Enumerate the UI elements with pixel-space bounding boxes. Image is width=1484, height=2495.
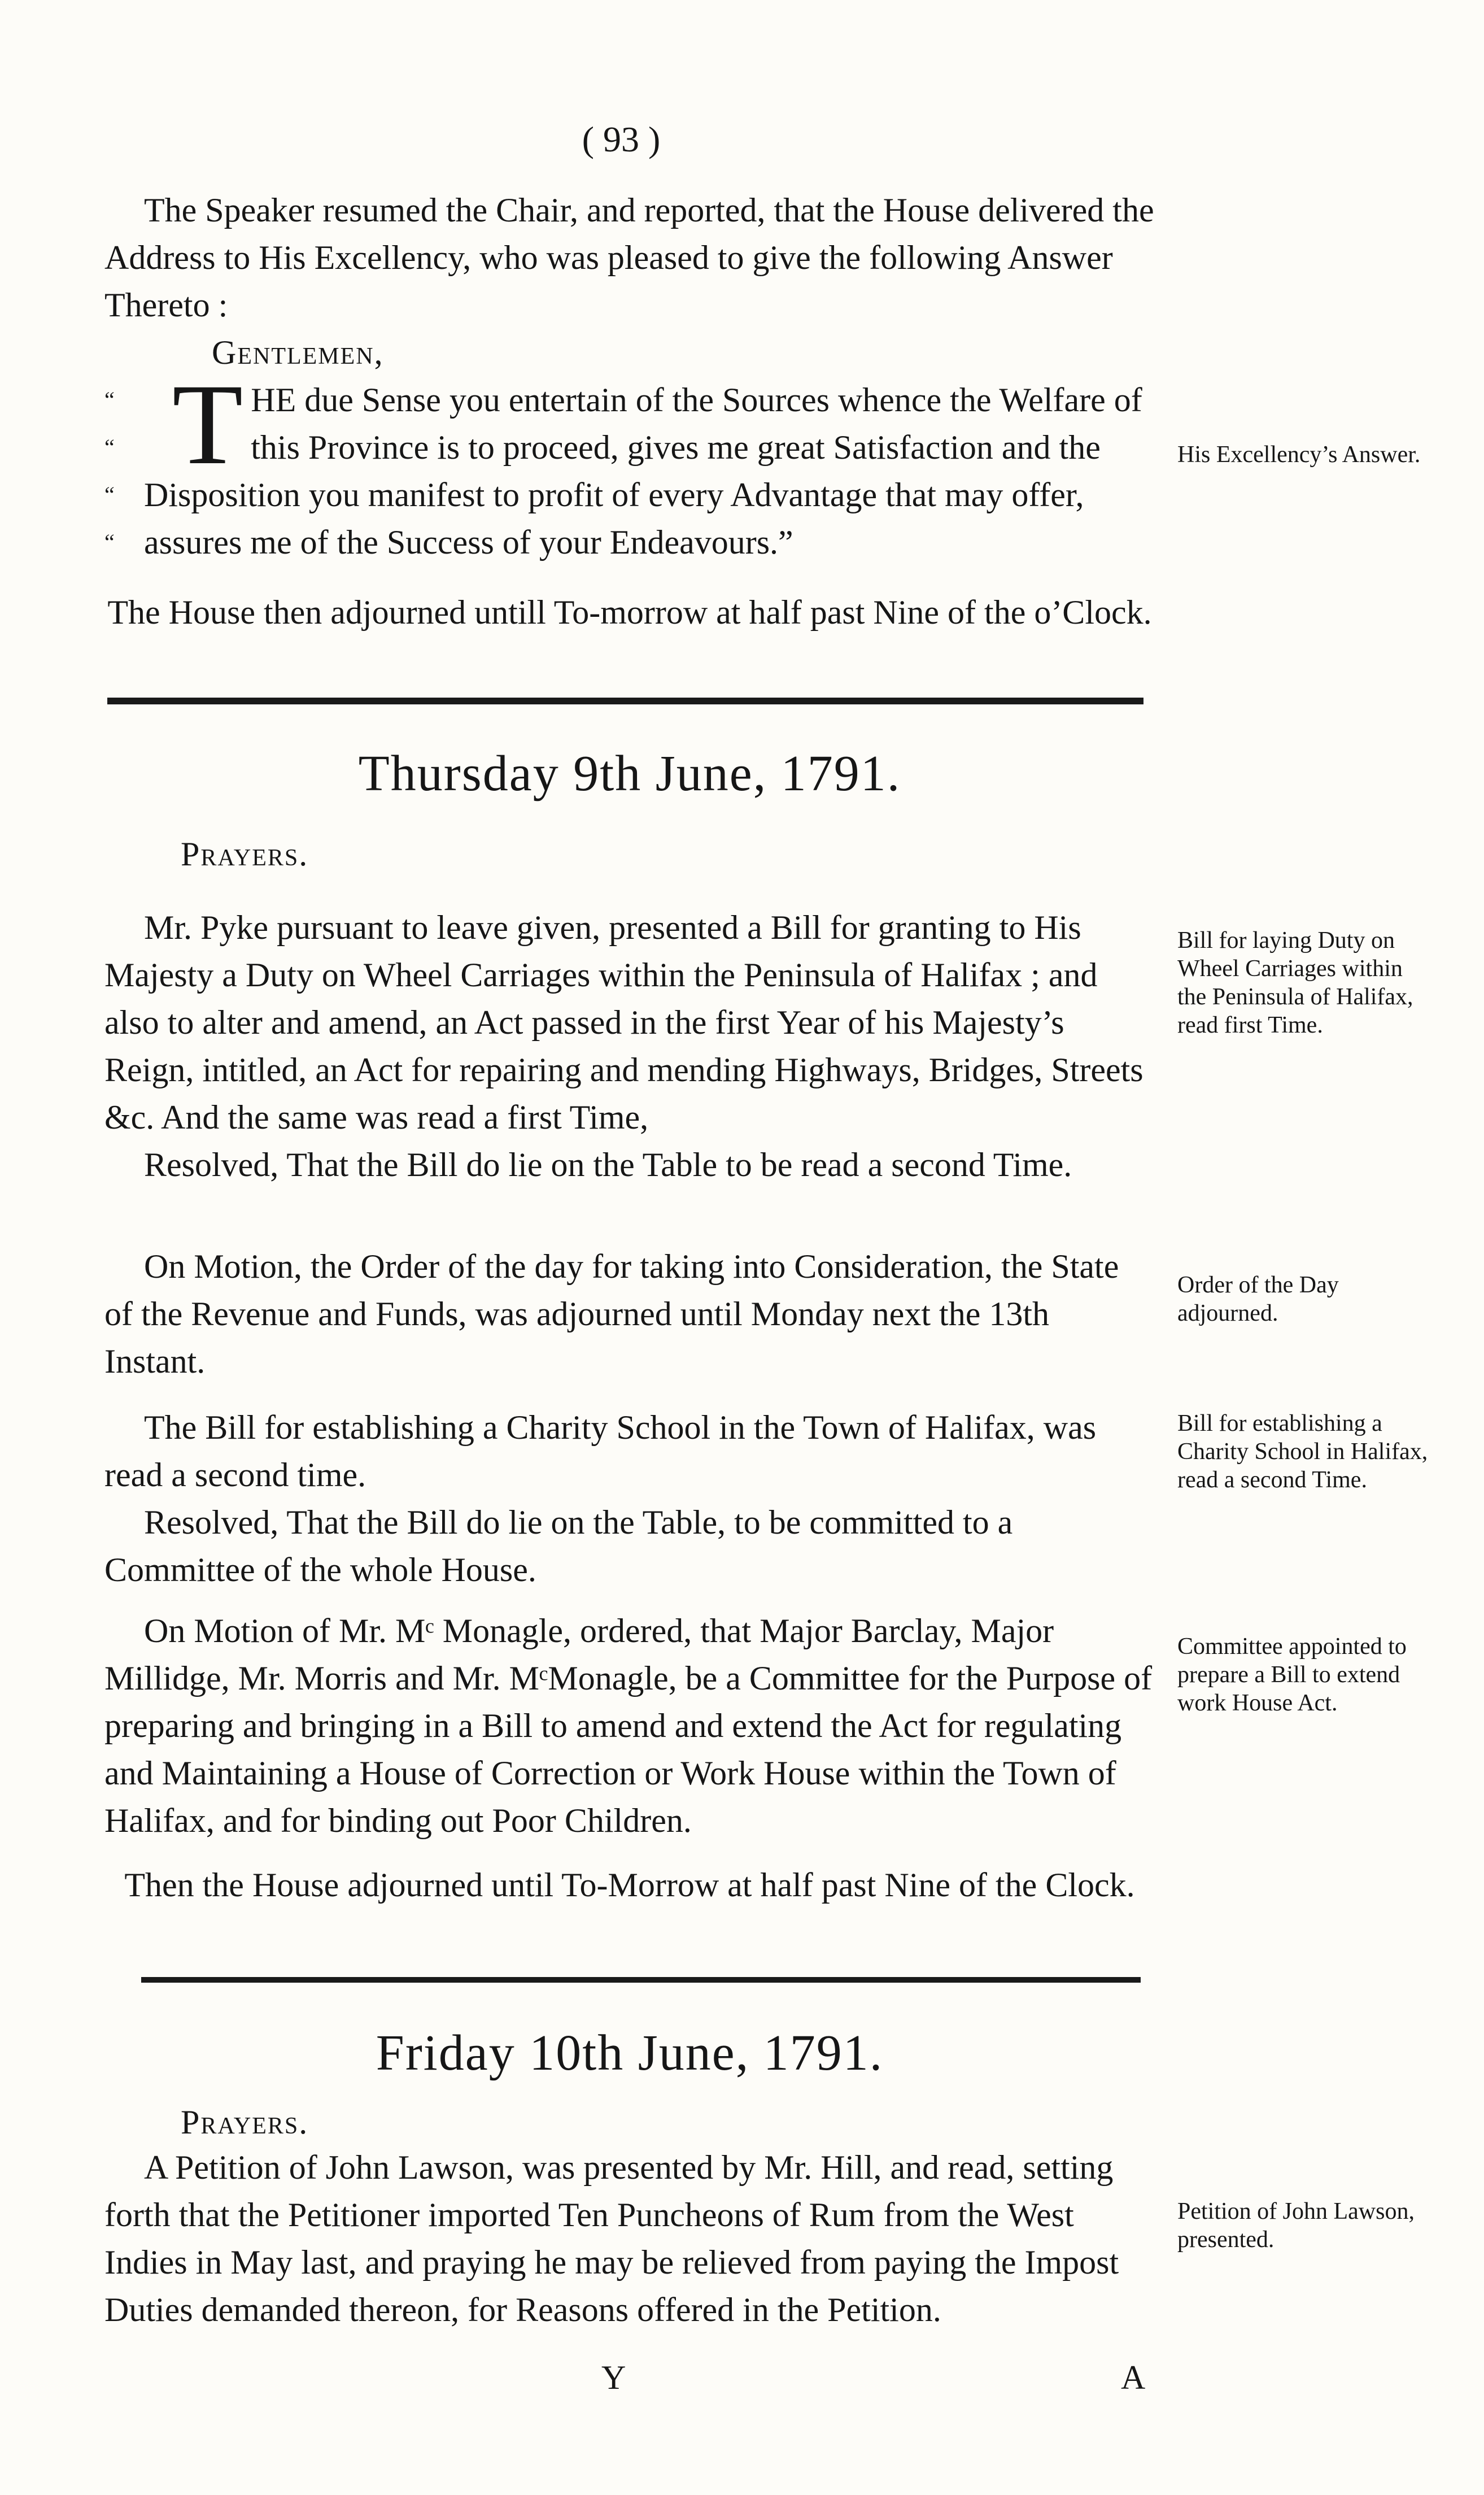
friday-heading: Friday 10th June, 1791. <box>376 2025 884 2081</box>
friday-petition <box>104 2144 1155 2333</box>
page-number: ( 93 ) <box>582 119 661 159</box>
charity-paragraph: The Bill for establishing a Charity School in the Town of Halifax, was read a second time. <box>104 1409 1097 1493</box>
margin-note-petition: Petition of John Lawson, presented. <box>1177 2198 1415 2253</box>
margin-note-order: Order of the Day adjourned. <box>1177 1272 1339 1326</box>
friday-prayers: Prayers. <box>181 2104 309 2141</box>
margin-note-answer: His Excellency’s Answer. <box>1177 442 1421 468</box>
thursday-bill-wheel <box>104 904 1155 1188</box>
adjourn-paragraph: The House then adjourned untill To-morrow at half past Nine of the o’Clock. <box>107 594 1152 631</box>
thursday-committee <box>104 1607 1155 1844</box>
quote-text: THE due Sense you entertain of the Sources whence the Welfare of this Province is to proceed, gives me great Satisfaction and the Disposition you manifest to profit of every Advantage that may offer, assures me of the Success of your Endeavours.” <box>144 360 1142 561</box>
thursday-charity <box>104 1404 1155 1593</box>
catchword: A <box>1121 2359 1146 2396</box>
quote-marks: “ “ “ “ <box>104 387 115 555</box>
thursday-heading: Thursday 9th June, 1791. <box>358 746 901 802</box>
committee-paragraph: On Motion of Mr. Mᶜ Monagle, ordered, that Major Barclay, Major Millidge, Mr. Morris and Mr. MᶜMonagle, be a Committee for the Purpose of preparing and bringing in a Bill to amend and extend the Act for regulating and Maintaining a House of Correction or Work House within the Town of Halifax, and for binding out Poor Children. <box>104 1612 1153 1839</box>
margin-note-committee: Committee appointed to prepare a Bill to extend work House Act. <box>1177 1634 1407 1716</box>
petition-paragraph: A Petition of John Lawson, was presented by Mr. Hill, and read, setting forth that the Petitioner imported Ten Puncheons of Rum from the West Indies in May last, and praying he may be relieved from paying the Impost Duties demanded thereon, for Reasons offered in the Petition. <box>104 2149 1119 2328</box>
charity-resolved: Resolved, That the Bill do lie on the Table, to be committed to a Committee of the whole House. <box>104 1504 1013 1588</box>
speaker-paragraph: The Speaker resumed the Chair, and reported, that the House delivered the Address to His Excellency, who was pleased to give the following Answer Thereto : <box>104 191 1154 324</box>
section-rule-1 <box>107 698 1143 704</box>
order-day-paragraph: On Motion, the Order of the day for taking into Consideration, the State of the Revenue and Funds, was adjourned until Monday next the 13th Instant. <box>104 1248 1119 1380</box>
quote-block <box>104 360 1155 566</box>
margin-note-charity: Bill for establishing a Charity School in Halifax, read a second Time. <box>1177 1410 1428 1493</box>
thursday-adjourn: Then the House adjourned until To-Morrow at half past Nine of the Clock. <box>124 1866 1135 1904</box>
signature-mark: Y <box>601 2359 626 2396</box>
section-rule-2 <box>141 1977 1141 1983</box>
drop-cap: T <box>172 360 243 489</box>
answer-section <box>104 186 1155 636</box>
thursday-order-day <box>104 1243 1155 1385</box>
margin-note-wheel: Bill for laying Duty on Wheel Carriages within the Peninsula of Halifax, read first Time. <box>1177 928 1413 1038</box>
thursday-prayers: Prayers. <box>181 835 309 873</box>
bill-wheel-paragraph: Mr. Pyke pursuant to leave given, presented a Bill for granting to His Majesty a Duty on Wheel Carriages within the Peninsula of Halifax ; and also to alter and amend, an Act passed in the first Year of his Majesty’s Reign, intitled, an Act for repairing and mending Highways, Bridges, Streets &c. And the same was read a first Time, <box>104 909 1143 1136</box>
salutation: Gentlemen, <box>212 334 384 371</box>
bill-wheel-resolved: Resolved, That the Bill do lie on the Table to be read a second Time. <box>144 1146 1072 1183</box>
